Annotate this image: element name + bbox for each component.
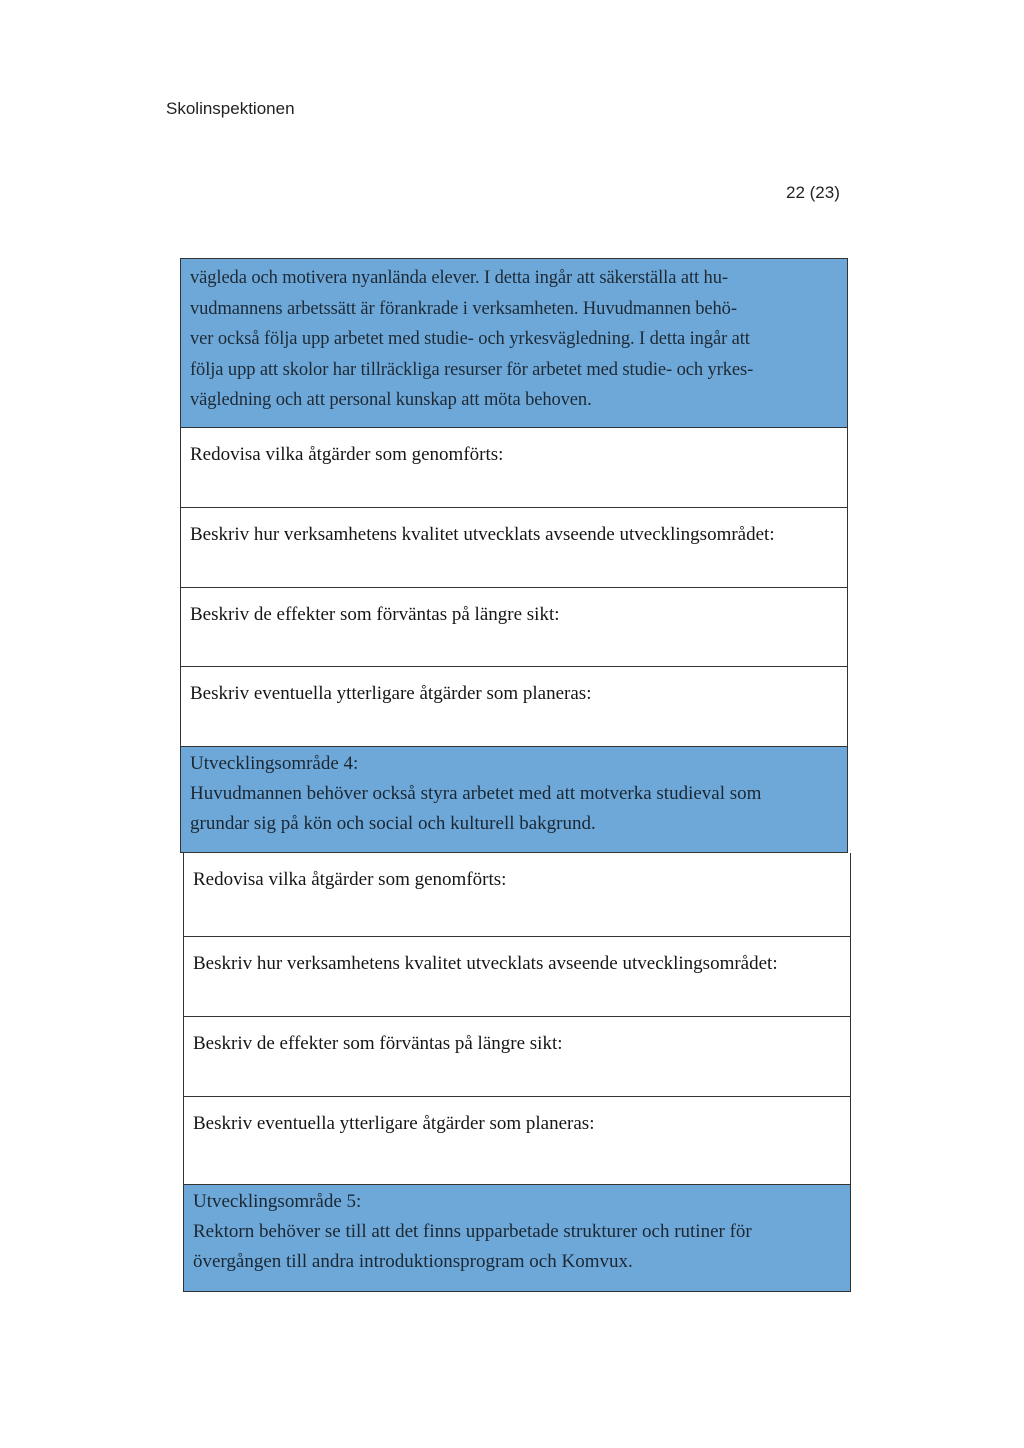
- form-table-area-4: [183, 853, 851, 1292]
- header-organization: Skolinspektionen: [166, 99, 295, 118]
- effects-field[interactable]: [181, 587, 847, 666]
- development-area-5-line: övergången till andra introduktionsprogram och Komvux.: [193, 1251, 633, 1272]
- measures-label: Redovisa vilka åtgärder som genomförts:: [190, 444, 504, 465]
- effects-label: Beskriv de effekter som förväntas på längre sikt:: [193, 1033, 563, 1054]
- continuation-line: vägledning och att personal kunskap att möta behoven.: [190, 390, 592, 410]
- further-measures-field[interactable]: [184, 1096, 850, 1184]
- quality-field[interactable]: [184, 936, 850, 1016]
- development-area-5-line: Rektorn behöver se till att det finns upparbetade strukturer och rutiner för: [193, 1221, 752, 1242]
- form-table-area-3: [180, 258, 848, 853]
- continuation-line: vägleda och motivera nyanlända elever. I detta ingår att säkerställa att hu-: [190, 268, 728, 288]
- effects-label: Beskriv de effekter som förväntas på längre sikt:: [190, 604, 560, 625]
- measures-label: Redovisa vilka åtgärder som genomförts:: [193, 869, 507, 890]
- continuation-line: vudmannens arbetssätt är förankrade i verksamheten. Huvudmannen behö-: [190, 298, 737, 319]
- continuation-description: [181, 259, 847, 427]
- quality-label: Beskriv hur verksamhetens kvalitet utvecklats avseende utvecklingsområdet:: [193, 953, 778, 974]
- quality-label: Beskriv hur verksamhetens kvalitet utvecklats avseende utvecklingsområdet:: [190, 524, 775, 545]
- development-area-5: [184, 1184, 850, 1291]
- measures-field[interactable]: [181, 427, 847, 507]
- measures-field[interactable]: [184, 853, 850, 936]
- development-area-4-line: grundar sig på kön och social och kulturell bakgrund.: [190, 813, 596, 834]
- quality-field[interactable]: [181, 507, 847, 587]
- continuation-line: följa upp att skolor har tillräckliga resurser för arbetet med studie- och yrkes-: [190, 359, 754, 380]
- page-number: 22 (23): [786, 183, 840, 202]
- development-area-5-heading: Utvecklingsområde 5:: [193, 1191, 362, 1212]
- development-area-4: [181, 746, 847, 852]
- further-measures-field[interactable]: [181, 666, 847, 746]
- development-area-4-line: Huvudmannen behöver också styra arbetet med att motverka studieval som: [190, 783, 762, 804]
- effects-field[interactable]: [184, 1016, 850, 1096]
- further-measures-label: Beskriv eventuella ytterligare åtgärder som planeras:: [190, 683, 592, 704]
- development-area-4-heading: Utvecklingsområde 4:: [190, 753, 359, 774]
- further-measures-label: Beskriv eventuella ytterligare åtgärder som planeras:: [193, 1113, 595, 1134]
- continuation-line: ver också följa upp arbetet med studie- och yrkesvägledning. I detta ingår att: [190, 329, 750, 349]
